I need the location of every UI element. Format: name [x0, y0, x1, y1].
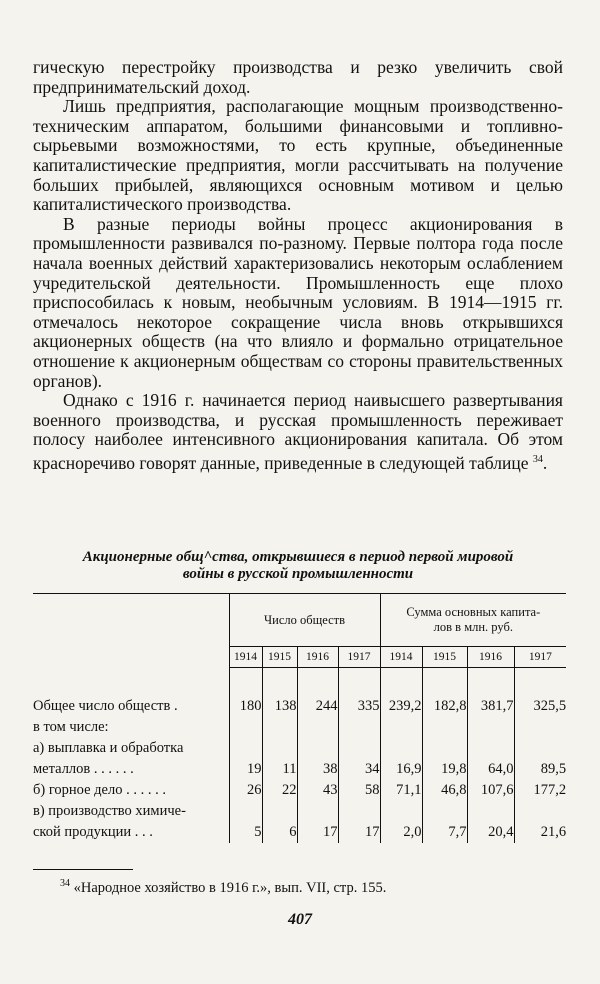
- table-row: [33, 780, 566, 801]
- table-cell: [514, 801, 566, 822]
- year-header-3: 1917: [338, 647, 380, 668]
- table-cell: 16,9: [380, 759, 422, 780]
- header-group-count: Число обществ: [229, 594, 380, 647]
- table-cell: 21,6: [514, 822, 566, 843]
- table-cell: 17: [338, 822, 380, 843]
- table-cell: 6: [262, 822, 297, 843]
- table-cell: [229, 717, 262, 738]
- paragraph-2: Лишь предприятия, располагающие мощным производственно-техническим аппаратом, большими финансовыми и топливно-сырьевыми возможностями, то есть крупные, объединенные капиталистические предприятия, могли рассчитывать на получение больших прибылей, являющихся основным мотивом и целью капиталистического производства.: [33, 96, 563, 215]
- table-row: [33, 822, 566, 843]
- year-header-row: [33, 647, 566, 668]
- table-cell: [297, 738, 338, 759]
- table-row: [33, 738, 566, 759]
- year-header-6: 1916: [467, 647, 514, 668]
- body-text: [33, 58, 563, 473]
- table-cell: 244: [297, 696, 338, 717]
- year-header-4: 1914: [380, 647, 422, 668]
- table-cell: [297, 801, 338, 822]
- table-cell: [467, 738, 514, 759]
- table-cell: [422, 717, 467, 738]
- table-row: [33, 801, 566, 822]
- table-cell: 107,6: [467, 780, 514, 801]
- table-cell: 46,8: [422, 780, 467, 801]
- table-cell: 335: [338, 696, 380, 717]
- table-cell: [467, 717, 514, 738]
- table-cell: 325,5: [514, 696, 566, 717]
- table-cell: 5: [229, 822, 262, 843]
- table-row: [33, 696, 566, 717]
- paragraph-4-text: Однако с 1916 г. начинается период наивысшего развертывания военного производства, и русская промышленность переживает полосу наиболее интенсивного акционирования капитала. Об этом красноречиво говорят данные, приведенные в следующей таблице: [33, 390, 563, 473]
- table-cell: [262, 717, 297, 738]
- row-label: а) выплавка и обработка: [33, 740, 184, 756]
- table-cell: [338, 801, 380, 822]
- row-label: металлов . . . . . .: [33, 761, 134, 777]
- year-header-2: 1916: [297, 647, 338, 668]
- footnote-text: «Народное хозяйство в 1916 г.», вып. VII, стр. 155.: [73, 879, 387, 896]
- table-cell: [262, 738, 297, 759]
- table-cell: 38: [297, 759, 338, 780]
- table-caption: [33, 549, 563, 583]
- header-group-capital: [380, 594, 566, 647]
- footnote-reference: 34: [532, 453, 543, 465]
- table-cell: 43: [297, 780, 338, 801]
- table-cell: [380, 738, 422, 759]
- table-cell: [338, 717, 380, 738]
- row-label: в) производство химиче-: [33, 803, 186, 819]
- data-table: [33, 593, 566, 843]
- footnote-separator: [33, 869, 133, 870]
- table-cell: 7,7: [422, 822, 467, 843]
- table-cell: 11: [262, 759, 297, 780]
- table-cell: 182,8: [422, 696, 467, 717]
- row-label: Общее число обществ .: [33, 698, 178, 714]
- table-cell: [422, 801, 467, 822]
- table-cell: 26: [229, 780, 262, 801]
- year-header-7: 1917: [514, 647, 566, 668]
- table-cell: 19,8: [422, 759, 467, 780]
- table-cell: [297, 717, 338, 738]
- table-cell: 239,2: [380, 696, 422, 717]
- table-cell: 71,1: [380, 780, 422, 801]
- table-cell: 381,7: [467, 696, 514, 717]
- row-label: ской продукции . . .: [33, 824, 153, 840]
- page-number: 407: [288, 911, 312, 928]
- year-header-0: 1914: [229, 647, 262, 668]
- table-cell: [262, 801, 297, 822]
- table-cell: 22: [262, 780, 297, 801]
- table-cell: [338, 738, 380, 759]
- table-cell: [229, 738, 262, 759]
- table-caption-line-2: войны в русской промышленности: [182, 566, 414, 582]
- table-cell: 138: [262, 696, 297, 717]
- table-cell: [229, 801, 262, 822]
- header-group-capital-line-2: лов в млн. руб.: [433, 620, 513, 634]
- table-cell: [514, 717, 566, 738]
- table-row: [33, 759, 566, 780]
- spacer-row: [33, 668, 566, 697]
- table-cell: 17: [297, 822, 338, 843]
- table-cell: [514, 738, 566, 759]
- header-group-capital-line-1: Сумма основных капита-: [406, 605, 541, 619]
- row-label: б) горное дело . . . . . .: [33, 782, 166, 798]
- row-label: в том числе:: [33, 719, 109, 735]
- table-cell: 20,4: [467, 822, 514, 843]
- table-caption-line-1: Акционерные общ^ства, открывшиеся в период первой мировой: [82, 549, 514, 565]
- header-blank: [33, 594, 229, 647]
- table-cell: 34: [338, 759, 380, 780]
- footnote: [60, 878, 386, 897]
- table-cell: 180: [229, 696, 262, 717]
- table-cell: 64,0: [467, 759, 514, 780]
- footnote-number: 34: [60, 878, 70, 889]
- year-header-5: 1915: [422, 647, 467, 668]
- table-cell: [467, 801, 514, 822]
- paragraph-4: Однако с 1916 г. начинается период наивысшего развертывания военного производства, и русская промышленность переживает полосу наиболее интенсивного акционирования капитала. Об этом красноречиво говорят данные, приведенные в следующей таблице $^{34}$.: [33, 390, 563, 473]
- table-cell: 89,5: [514, 759, 566, 780]
- paragraph-3: В разные периоды войны процесс акционирования в промышленности развивался по-разному. Первые полтора года после начала военных действий характеризовались некоторым ослаблением учредительской деятельности. Промышленность еще плохо приспособилась к новым, необычным условиям. В 1914—1915 гг. отмечалось некоторое сокращение числа вновь открывшихся акционерных обществ (на что влияло и формально отрицательное отношение к акционерным обществам со стороны правительственных органов).: [33, 213, 563, 391]
- table-row: [33, 717, 566, 738]
- year-header-1: 1915: [262, 647, 297, 668]
- table-body: [33, 696, 566, 843]
- table-cell: [422, 738, 467, 759]
- table-cell: 2,0: [380, 822, 422, 843]
- paragraph-1: гическую перестройку производства и резко увеличить свой предпринимательский доход.: [33, 57, 563, 97]
- table-cell: 177,2: [514, 780, 566, 801]
- year-header-blank: [33, 647, 229, 668]
- table-cell: 19: [229, 759, 262, 780]
- table-cell: 58: [338, 780, 380, 801]
- table-cell: [380, 801, 422, 822]
- table-cell: [380, 717, 422, 738]
